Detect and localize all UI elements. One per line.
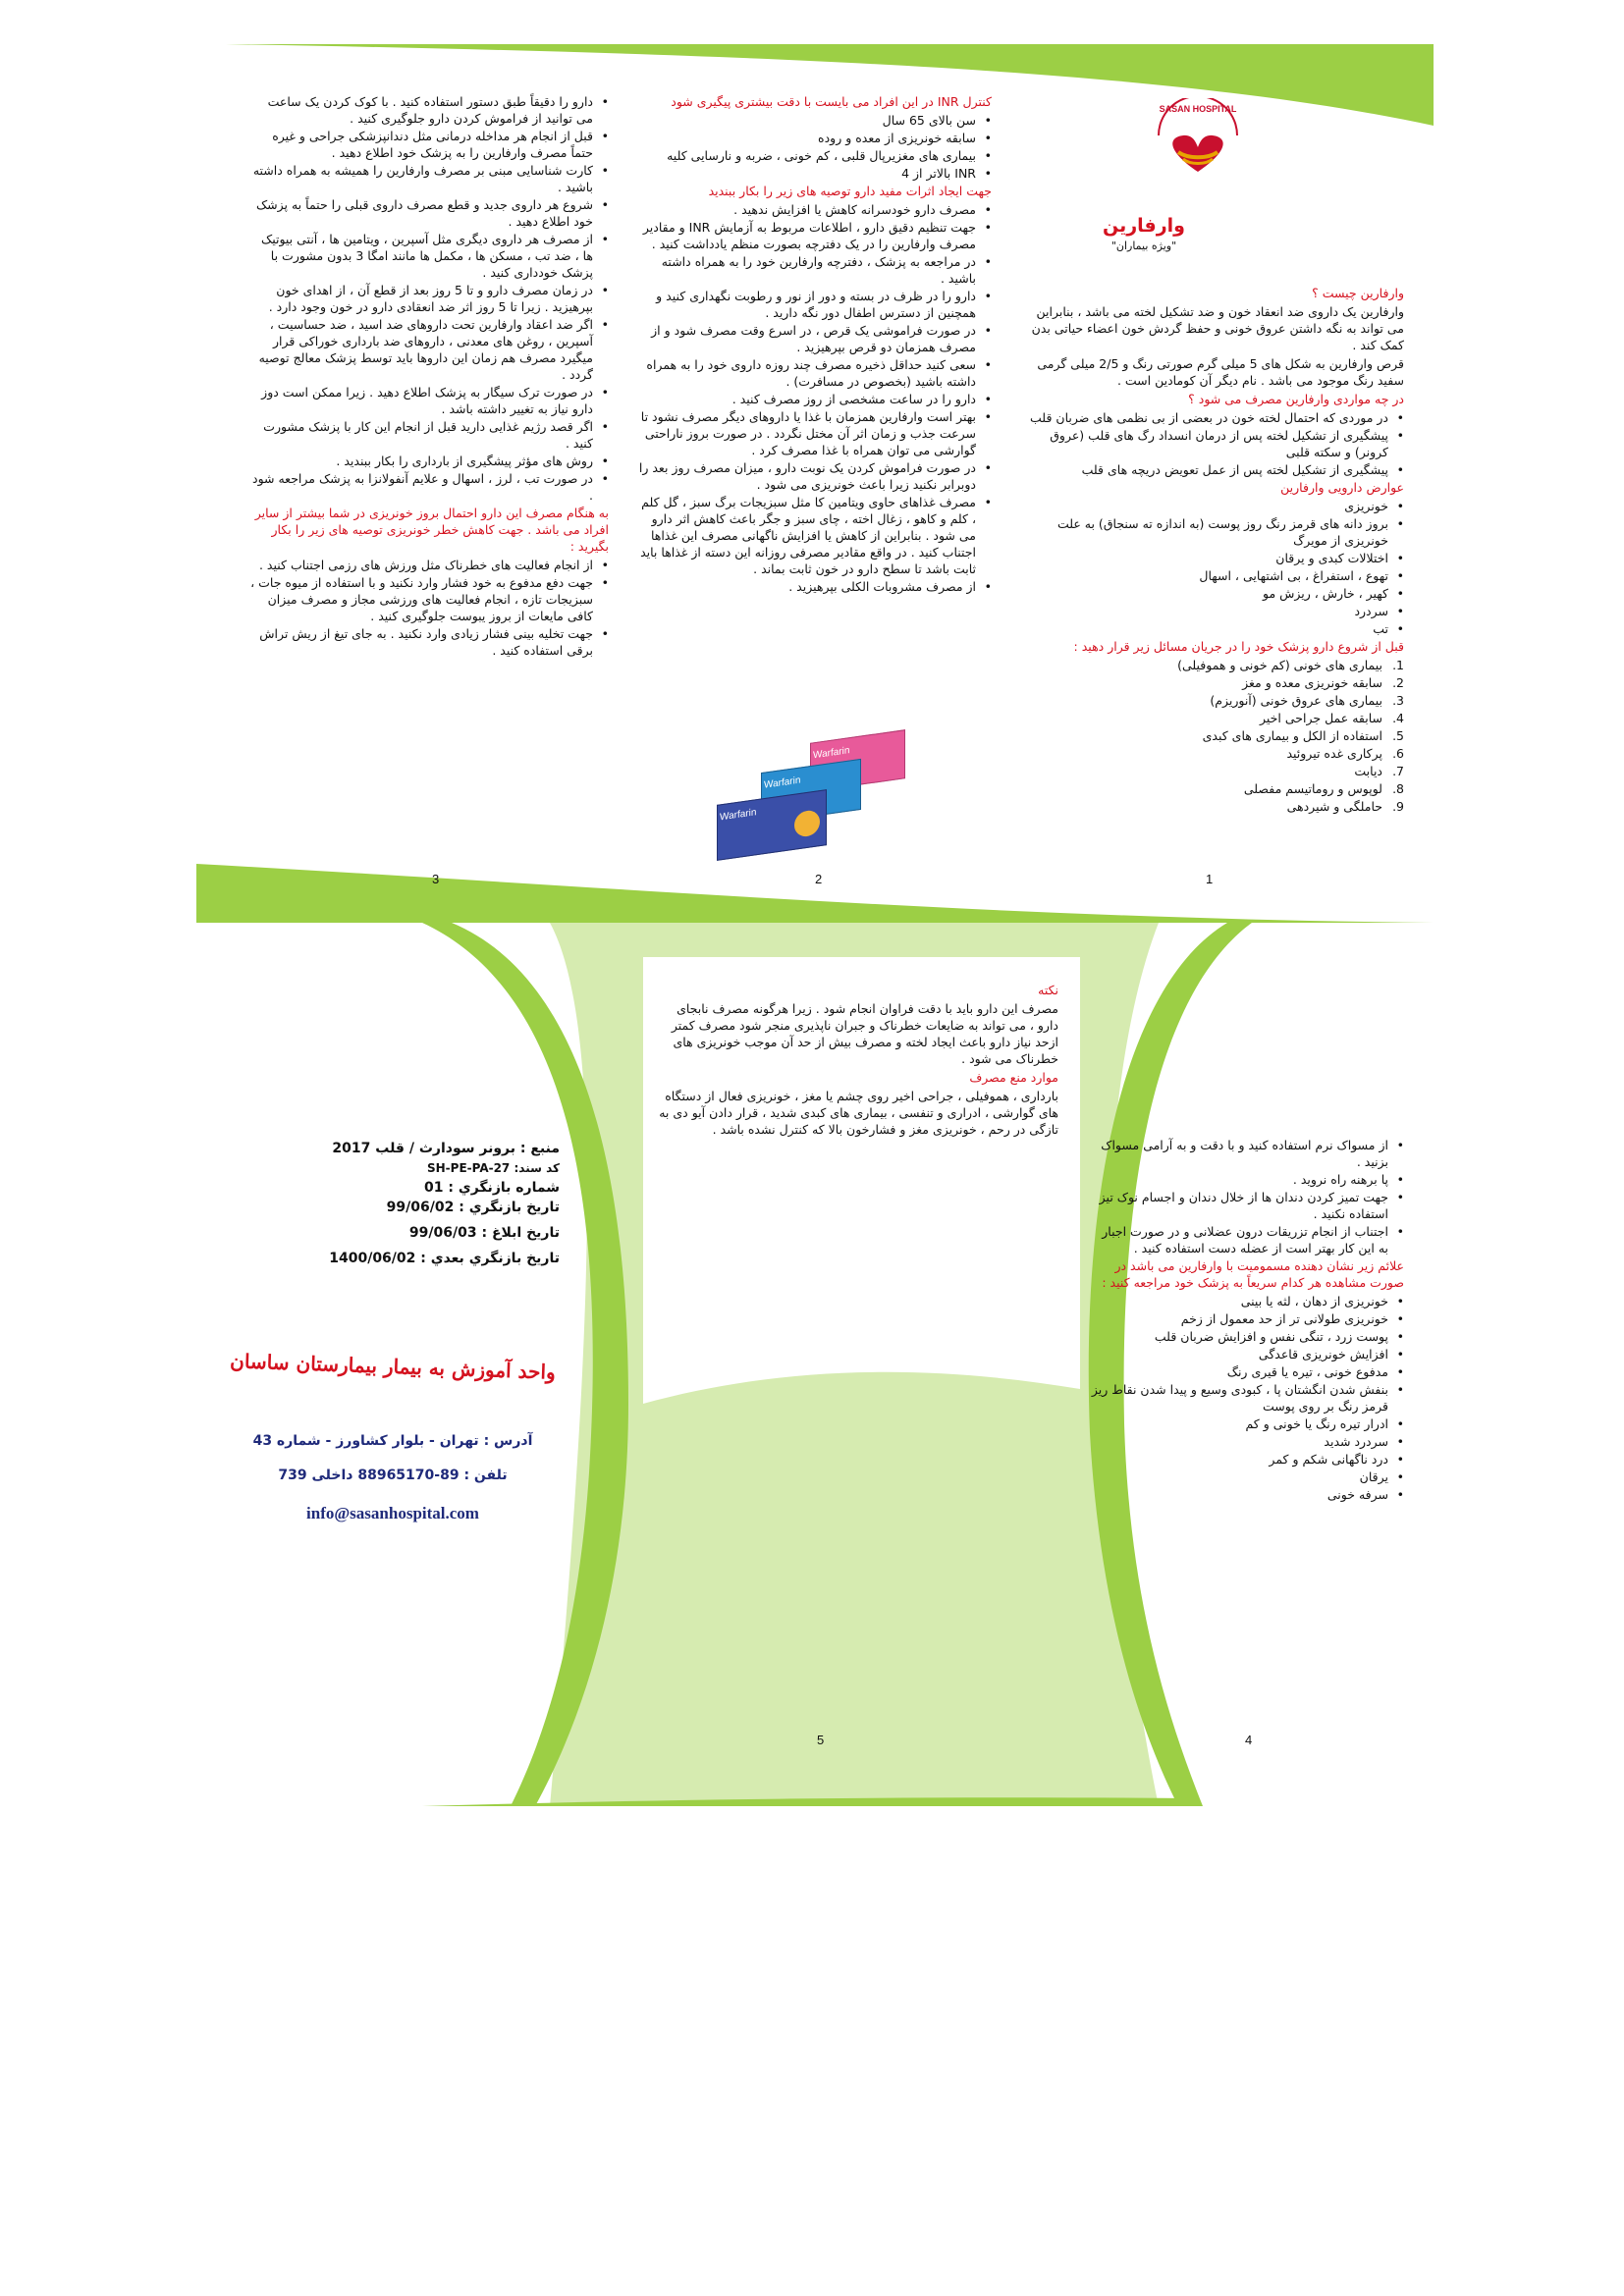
dose-circle <box>794 809 820 838</box>
list-item: • سن بالای 65 سال <box>638 112 976 129</box>
panel1-body <box>1026 285 1404 816</box>
bleeding-tips-list <box>250 557 609 659</box>
list-item: • در صورت تب ، لرز ، اسهال و علایم آنفولانزا به پزشک مراجعه شود . <box>250 470 593 504</box>
list-item: • در زمان مصرف دارو و تا 5 روز بعد از قطع آن ، از اهدای خون بپرهیزید . زیرا تا 5 روز اثر ضد انعقادی دارو در خون وجود دارد . <box>250 282 593 315</box>
list-item: • مصرف دارو خودسرانه کاهش یا افزایش ندهید . <box>638 201 976 218</box>
next-revision-date: تاریخ بازنگري بعدي : 1400/06/02 <box>329 1251 560 1266</box>
list-item: 8. لوپوس و روماتیسم مفصلی <box>1243 781 1404 796</box>
list-item: • جهت تمیز کردن دندان ها از خلال دندان و اجسام نوک تیز استفاده نکنید . <box>1090 1189 1388 1222</box>
list-item: • خونریزی از دهان ، لثه یا بینی <box>1090 1293 1388 1309</box>
list-item: • سابقه خونریزی از معده و روده <box>638 130 976 146</box>
panel4-body <box>1090 1137 1404 1504</box>
panel3-body <box>250 93 609 660</box>
dental-care-list <box>1090 1137 1404 1256</box>
list-item: 3. بیماری های عروق خونی (آنوریزم) <box>1210 693 1404 708</box>
list-item: • پیشگیری از تشکیل لخته پس از درمان انسداد رگ های قلب (عروق کرونر) و سکته قلبی <box>1026 427 1388 460</box>
list-item: • در صورت فراموش کردن یک نوبت دارو ، میزان مصرف روز بعد را دوبرابر نکنید زیرا باعث خونریزی می شود . <box>638 459 976 493</box>
list-item: • سردرد <box>1026 603 1388 619</box>
list-item: • اگر قصد رژیم غذایی دارید قبل از انجام این کار با پزشک مشورت کنید . <box>250 418 593 452</box>
list-item: 7. دیابت <box>1354 764 1404 778</box>
panel1-q1: وارفارین چیست ؟ <box>1312 286 1404 300</box>
list-item: • در صورت ترک سیگار به پزشک اطلاع دهید . زیرا ممکن است دوز دارو نیاز به تغییر داشته باشد . <box>250 384 593 417</box>
page-number-1: 1 <box>1206 872 1214 886</box>
notify-date: تاریخ ابلاغ : 99/06/03 <box>408 1225 560 1241</box>
revision-number: شماره بازنگري : 01 <box>424 1180 560 1196</box>
list-item: 4. سابقه عمل جراحی اخیر <box>1260 711 1404 725</box>
conditions-list <box>1026 657 1404 815</box>
list-item: • کارت شناسایی مبنی بر مصرف وارفارین را همیشه به همراه داشته باشید . <box>250 162 593 195</box>
education-unit-title: واحد آموزش به بیمار بیمارستان ساسان <box>229 1349 557 1384</box>
panel5-body <box>656 982 1058 1140</box>
page-number-2: 2 <box>815 872 823 886</box>
list-item: • اجتناب از انجام تزریقات درون عضلانی و در صورت اجبار به این کار بهتر است از عضله دست استفاده کنید . <box>1090 1223 1388 1256</box>
pink-pill-box: Warfarin <box>810 729 905 792</box>
list-item: • از مصرف هر داروی دیگری مثل آسپرین ، ویتامین ها ، آنتی بیوتیک ها ، ضد تب ، مسکن ها ، مکمل ها مانند امگا 3 بدون مشورت با پزشک خودداری کنید . <box>250 231 593 281</box>
list-item: • از مسواک نرم استفاده کنید و با دقت و به آرامی مسواک بزنید . <box>1090 1137 1388 1170</box>
blue-pill-box: Warfarin <box>761 759 861 824</box>
toxicity-signs-list <box>1090 1293 1404 1503</box>
list-item: • INR بالاتر از 4 <box>638 165 976 182</box>
list-item: • اگر ضد اعقاد وارفارین تحت داروهای ضد اسید ، ضد حساسیت ، آسپرین ، روغن های معدنی ، داروهای ضد بارداری خوراکی قرار میگیرد مصرف هم زمان این داروها باید توسط پزشک معالج توصیه گردد . <box>250 316 593 383</box>
list-item: 5. استفاده از الکل و بیماری های کبدی <box>1202 728 1404 743</box>
panel1-title: وارفارین <box>1102 215 1185 237</box>
list-item: • از انجام فعالیت های خطرناک مثل ورزش های رزمی اجتناب کنید . <box>250 557 593 573</box>
list-item: • در موردی که احتمال لخته خون در بعضی از بی نظمی های ضربان قلب <box>1026 409 1388 426</box>
list-item: • از مصرف مشروبات الکلی بپرهیزید . <box>638 578 976 595</box>
panel5-h1: نکته <box>1038 983 1058 997</box>
panel1-title-block <box>1060 214 1227 254</box>
uses-list <box>1026 409 1404 478</box>
list-item: • پیشگیری از تشکیل لخته پس از عمل تعویض دریچه های قلب <box>1026 461 1388 478</box>
list-item: • بروز دانه های قرمز رنگ روز پوست (به اندازه ته سنجاق) به علت خونریزی از مویرگ <box>1026 515 1388 549</box>
page-number-3: 3 <box>432 872 440 886</box>
logo-text: SASAN HOSPITAL <box>1159 104 1237 114</box>
panel2-h1: کنترل INR در این افراد می بایست با دقت بیشتری پیگیری شود <box>671 94 992 109</box>
phone-line: تلفن : 89-88965170 داخلی 739 <box>278 1468 508 1483</box>
list-item: • سردرد شدید <box>1090 1433 1388 1450</box>
panel2-body <box>638 93 992 596</box>
list-item: 1. بیماری های خونی (کم خونی و هموفیلی) <box>1177 658 1404 672</box>
warfarin-boxes-image <box>712 736 918 864</box>
panel5-p1: مصرف این دارو باید با دقت فراوان انجام شود . زیرا هرگونه مصرف نابجای دارو ، می تواند به ضایعات خطرناک و جبران ناپذیری منجر شود مصرف کمتر ازحد نیاز دارو باعث ایجاد لخته و مصرف بیش از حد آن موجب خونریزی های خطرناک می شود . <box>671 1001 1058 1066</box>
panel1-subtitle: "ویژه بیماران" <box>1110 240 1177 252</box>
list-item: • مدفوع خونی ، تیره یا قیری رنگ <box>1090 1363 1388 1380</box>
page-number-5: 5 <box>817 1733 825 1747</box>
panel1-p1: وارفارین یک داروی ضد انعقاد خون و ضد تشکیل لخته می باشد ، بنابراین می تواند به نگه داشتن عروق خونی و حفظ گردش خون اعضاء حیاتی بدن کمک کند . <box>1031 304 1404 352</box>
panel1-q2: در چه مواردی وارفارین مصرف می شود ؟ <box>1188 392 1404 406</box>
list-item: • تهوع ، استفراغ ، بی اشتهایی ، اسهال <box>1026 567 1388 584</box>
list-item: • خونریزی طولانی تر از حد معمول از زخم <box>1090 1310 1388 1327</box>
list-item: • دارو را در ظرف در بسته و دور از نور و رطوبت نگهداری کنید و همچنین از دسترس اطفال دور نگه دارید . <box>638 288 976 321</box>
navy-pill-box: Warfarin <box>717 789 827 861</box>
list-item: • سعی کنید حداقل ذخیره مصرف چند روزه داروی خود را به همراه داشته باشید (بخصوص در مسافرت) . <box>638 356 976 390</box>
list-item: 6. پرکاری غده تیروئید <box>1286 746 1404 761</box>
list-item: • جهت دفع مدفوع به خود فشار وارد نکنید و با استفاده از میوه جات ، سبزیجات تازه ، انجام فعالیت های ورزشی مجاز و مصرف میزان کافی مایعات از بروز یبوست جلوگیری کنید . <box>250 574 593 624</box>
hospital-logo <box>1139 98 1257 191</box>
list-item: • درد ناگهانی شکم و کمر <box>1090 1451 1388 1468</box>
list-item: • ادرار تیره رنگ یا خونی و کم <box>1090 1415 1388 1432</box>
list-item: 2. سابقه خونریزی معده و مغز <box>1242 675 1404 690</box>
list-item: • مصرف غذاهای حاوی ویتامین کا مثل سبزیجات برگ سبز ، گل کلم ، کلم و کاهو ، زغال اخته ، چای سبز و جگر باعث کاهش اثر دارو می شود . بنابراین از کاهش یا افزایش ناگهانی مصرف این غذاها اجتناب کنید . در واقع مقادیر مصرفی روزانه این دسته از غذاها باید ثابت باشد تا سطح دارو در خون ثابت بماند . <box>638 494 976 577</box>
doc-code: کد سند: SH-PE-PA-27 <box>426 1161 560 1175</box>
address-line: آدرس : تهران - بلوار کشاورز - شماره 43 <box>252 1433 533 1449</box>
list-item: • پا برهنه راه نروید . <box>1090 1171 1388 1188</box>
panel1-q3: عوارض دارویی وارفارین <box>1280 480 1404 495</box>
list-item: • در صورت فراموشی یک قرص ، در اسرع وقت مصرف شود و از مصرف همزمان دو قرص بپرهیزید . <box>638 322 976 355</box>
list-item: • بیماری های مغزیرپال قلبی ، کم خونی ، ضربه و نارسایی کلیه <box>638 147 976 164</box>
revision-date: تاریخ بازنگري : 99/06/02 <box>386 1200 560 1215</box>
list-item: • افزایش خونریزی قاعدگی <box>1090 1346 1388 1362</box>
panel3-warning: به هنگام مصرف این دارو احتمال بروز خونریزی در شما بیشتر از سایر افراد می باشد . جهت کاهش خطر خونریزی توصیه های زیر را بکار بگیرید : <box>254 506 609 554</box>
guidelines-list <box>250 93 609 504</box>
list-item: 9. حاملگی و شیردهی <box>1286 799 1404 814</box>
list-item: • خونریزی <box>1026 498 1388 514</box>
page-number-4: 4 <box>1245 1733 1253 1747</box>
panel2-h2: جهت ایجاد اثرات مفید دارو توصیه های زیر را بکار ببندید <box>708 184 992 198</box>
list-item: • جهت تنظیم دقیق دارو ، اطلاعات مربوط به آزمایش INR و مقادیر مصرف وارفارین را در یک دفترچه بصورت منظم یادداشت کنید . <box>638 219 976 252</box>
panel1-q4: قبل از شروع دارو پزشک خود را در جریان مسائل زیر قرار دهید : <box>1073 639 1404 654</box>
list-item: • دارو را در ساعت مشخصی از روز مصرف کنید . <box>638 391 976 407</box>
list-item: • بهتر است وارفارین همزمان با غذا یا داروهای دیگر مصرف نشود تا سرعت جذب و زمان اثر آن مختل نگردد . در صورت بروز ناراحتی گوارشی می توان همراه با غذا مصرف کرد . <box>638 408 976 458</box>
list-item: • بنفش شدن انگشتان پا ، کبودی وسیع و پیدا شدن نقاط ریز قرمز رنگ بر روی پوست <box>1090 1381 1388 1415</box>
list-item: • دارو را دقیقاً طبق دستور استفاده کنید . با کوک کردن یک ساعت می توانید از فراموش کردن دارو جلوگیری کنید . <box>250 93 593 127</box>
list-item: • تب <box>1026 620 1388 637</box>
list-item: • سرفه خونی <box>1090 1486 1388 1503</box>
document-info <box>285 1139 560 1268</box>
list-item: • در مراجعه به پزشک ، دفترچه وارفارین خود را به همراه داشته باشید . <box>638 253 976 287</box>
inr-list <box>638 112 992 182</box>
email-link[interactable]: info@sasanhospital.com <box>306 1504 479 1522</box>
list-item: • کهیر ، خارش ، ریزش مو <box>1026 585 1388 602</box>
panel5-h2: موارد منع مصرف <box>969 1070 1058 1085</box>
tips-list <box>638 201 992 595</box>
panel4-warning: علائم زیر نشان دهنده مسمومیت با وارفارین می باشد در صورت مشاهده هر کدام سریعاً به پزشک خود مراجعه کنید : <box>1102 1258 1404 1290</box>
list-item: • جهت تخلیه بینی فشار زیادی وارد نکنید . به جای تیغ از ریش تراش برقی استفاده کنید . <box>250 625 593 659</box>
panel5-p2: بارداری ، هموفیلی ، جراحی اخیر روی چشم یا مغز ، خونریزی فعال از دستگاه های گوارشی ، ادراری و تنفسی ، بیماری های کبدی شدید ، قرار دادن آیو دی به تازگی در رحم ، خونریزی مغز و فشارخون بالا که کنترل نشده باشد . <box>659 1089 1058 1137</box>
list-item: • قبل از انجام هر مداخله درمانی مثل دندانپزشکی جراحی و غیره حتماً مصرف وارفارین را به پزشک خود اطلاع دهید . <box>250 128 593 161</box>
panel1-p2: قرص وارفارین به شکل های 5 میلی گرم صورتی رنگ و 2/5 میلی گرمی سفید رنگ موجود می باشد . نام دیگر آن کومادین است . <box>1037 356 1404 388</box>
list-item: • پوست زرد ، تنگی نفس و افزایش ضربان قلب <box>1090 1328 1388 1345</box>
list-item: • یرقان <box>1090 1468 1388 1485</box>
list-item: • اختلالات کبدی و یرقان <box>1026 550 1388 566</box>
side-effects-list <box>1026 498 1404 637</box>
source-line: منبع : برونر سودارث / قلب 2017 <box>332 1141 560 1156</box>
list-item: • روش های مؤثر پیشگیری از بارداری را بکار ببندید . <box>250 453 593 469</box>
list-item: • شروع هر داروی جدید و قطع مصرف داروی قبلی را حتماً به پزشک خود اطلاع دهید . <box>250 196 593 230</box>
